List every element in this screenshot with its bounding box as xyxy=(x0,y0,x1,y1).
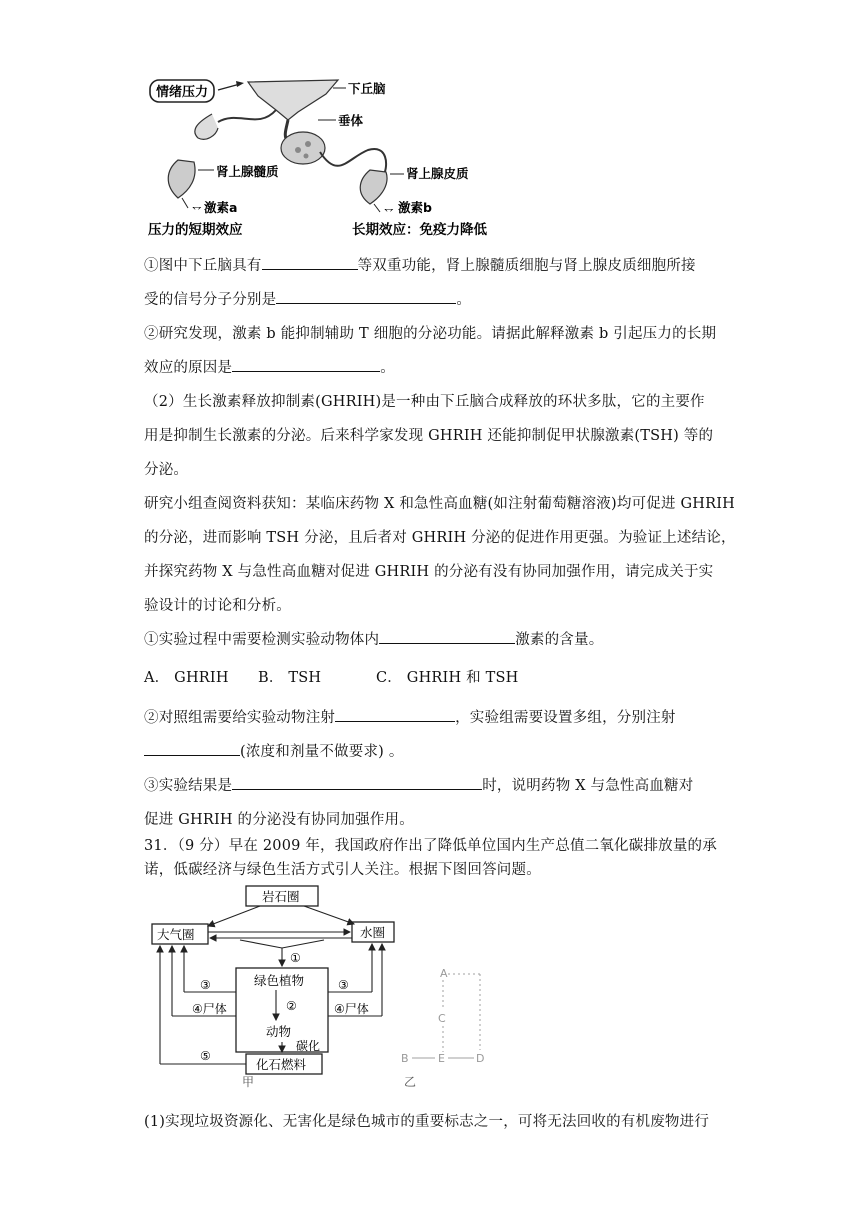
q2-step-1: ①实验过程中需要检测实验动物体内 激素的含量。 xyxy=(144,628,603,649)
q2-para-4: 研究小组查阅资料获知：某临床药物 X 和急性高血糖(如注射葡萄糖溶液)均可促进 GHRIH xyxy=(144,496,735,512)
option-b[interactable]: B． TSH xyxy=(258,670,322,686)
node-a: A xyxy=(440,967,448,980)
answer-blank-7[interactable] xyxy=(232,775,482,790)
long-effect-label: 长期效应：免疫力降低 xyxy=(352,222,487,238)
hormone-b-label: 激素b xyxy=(398,200,432,215)
left-label-4: ④尸体 xyxy=(192,1002,227,1016)
q2-para-7: 验设计的讨论和分析。 xyxy=(144,598,291,614)
left-label-3: ③ xyxy=(200,978,211,992)
adrenal-medulla-shape xyxy=(168,160,195,198)
carbon-cycle-figure xyxy=(150,882,500,1090)
q2-para-5: 的分泌，进而影响 TSH 分泌，且后者对 GHRIH 分泌的促进作用更强。为验证上述结论， xyxy=(144,530,736,546)
carbonize-label: 碳化 xyxy=(296,1039,321,1053)
hormone-b-symbol: ⥐ xyxy=(384,201,394,215)
q1-line-1: ①图中下丘脑具有 等双重功能，肾上腺髓质细胞与肾上腺皮质细胞所接 xyxy=(144,254,696,275)
q1-line-3: ②研究发现，激素 b 能抑制辅助 T 细胞的分泌功能。请据此解释激素 b 引起压力的长期 xyxy=(144,326,717,342)
medulla-label: 肾上腺髓质 xyxy=(216,164,279,179)
option-a[interactable]: A． GHRIH xyxy=(144,670,229,686)
pituitary-label: 垂体 xyxy=(338,113,364,128)
adrenal-cortex-shape xyxy=(360,170,387,204)
lithosphere-label: 岩石圈 xyxy=(262,889,300,904)
spinal-shape xyxy=(195,114,218,139)
q2-para-6: 并探究药物 X 与急性高血糖对促进 GHRIH 的分泌有没有协同加强作用，请完成关于实 xyxy=(144,564,714,580)
q2-step-3: ③实验结果是 时，说明药物 X 与急性高血糖对 xyxy=(144,774,693,795)
right-label-3: ③ xyxy=(338,978,349,992)
arrow-label-2: ② xyxy=(286,999,297,1013)
q2-step-3b: 促进 GHRIH 的分泌没有协同加强作用。 xyxy=(144,812,414,828)
stress-hormone-figure xyxy=(148,70,488,242)
arrow-label-5: ⑤ xyxy=(200,1049,211,1063)
q31-line-2: 诺，低碳经济与绿色生活方式引人关注。根据下图回答问题。 xyxy=(144,862,541,878)
answer-blank-6[interactable] xyxy=(144,741,240,756)
q2-para-2: 用是抑制生长激素的分泌。后来科学家发现 GHRIH 还能抑制促甲状腺激素(TSH) 等的 xyxy=(144,428,714,444)
node-c: C xyxy=(438,1012,446,1025)
figure-yi xyxy=(401,967,484,1065)
stress-label: 情绪压力 xyxy=(156,85,209,100)
fossil-label: 化石燃料 xyxy=(256,1057,307,1072)
answer-blank-3[interactable] xyxy=(232,357,380,372)
animals-label: 动物 xyxy=(266,1024,292,1039)
hormone-a-label: 激素a xyxy=(204,200,238,215)
cortex-label: 肾上腺皮质 xyxy=(406,166,469,181)
q2-step-2: ②对照组需要给实验动物注射 ，实验组需要设置多组，分别注射 xyxy=(144,706,676,727)
q2-para-3: 分泌。 xyxy=(144,462,189,478)
q1-line-2: 受的信号分子分别是 。 xyxy=(144,288,471,309)
answer-blank-4[interactable] xyxy=(379,629,515,644)
node-e: E xyxy=(438,1052,445,1065)
q31-line-1: 31．（9 分）早在 2009 年，我国政府作出了降低单位国内生产总值二氧化碳排放量的承 xyxy=(144,838,717,854)
arrow-label-1: ① xyxy=(290,951,301,965)
q1-line-4: 效应的原因是 。 xyxy=(144,356,395,377)
answer-blank-2[interactable] xyxy=(276,289,456,304)
options-row xyxy=(144,666,519,687)
node-b: B xyxy=(401,1052,409,1065)
figure-yi-label: 乙 xyxy=(404,1075,417,1089)
figure-jia-label: 甲 xyxy=(242,1075,255,1089)
hormone-a-symbol: ⥐ xyxy=(192,199,202,213)
answer-blank-1[interactable] xyxy=(262,255,358,270)
short-effect-label: 压力的短期效应 xyxy=(148,222,243,238)
q2-step-2b: (浓度和剂量不做要求) 。 xyxy=(144,740,404,761)
node-d: D xyxy=(476,1052,485,1065)
pituitary-shape xyxy=(281,132,325,164)
hydrosphere-label: 水圈 xyxy=(360,925,386,940)
hypothalamus-shape xyxy=(248,80,338,120)
q31-part-1: (1)实现垃圾资源化、无害化是绿色城市的重要标志之一，可将无法回收的有机废物进行 xyxy=(144,1114,710,1130)
option-c[interactable]: C． GHRIH 和 TSH xyxy=(376,670,519,686)
q2-para-1: （2）生长激素释放抑制素(GHRIH)是一种由下丘脑合成释放的环状多肽，它的主要作 xyxy=(144,394,705,410)
answer-blank-5[interactable] xyxy=(335,707,455,722)
right-label-4: ④尸体 xyxy=(334,1002,369,1016)
plants-label: 绿色植物 xyxy=(254,973,305,988)
atmosphere-label: 大气圈 xyxy=(157,927,195,942)
hypothalamus-label: 下丘脑 xyxy=(348,81,386,96)
